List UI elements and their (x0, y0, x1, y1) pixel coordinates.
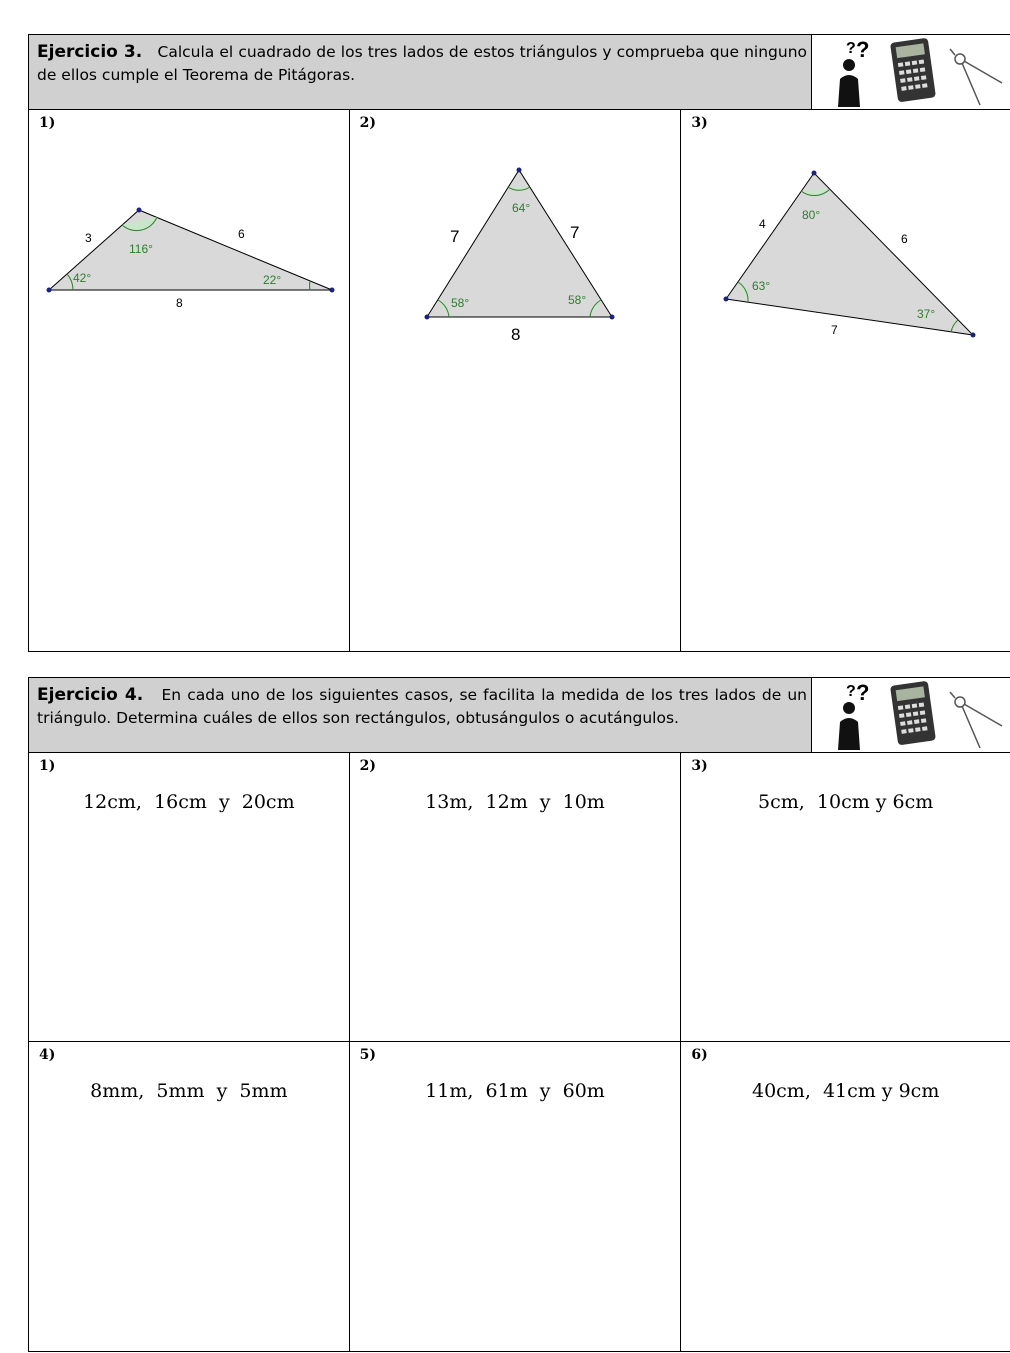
side-label: 6 (901, 232, 909, 246)
angle-label: 64° (511, 201, 530, 215)
thinking-person-icon (838, 37, 869, 107)
svg-text:?: ? (856, 680, 870, 705)
angle-label: 22° (263, 273, 282, 287)
side-label: 8 (176, 296, 183, 310)
side-label: 7 (569, 223, 580, 242)
side-label: 7 (449, 227, 460, 246)
exercise-4-icons (811, 678, 1010, 752)
exercise-4 (28, 677, 1010, 1352)
exercise-3-instructions (37, 41, 807, 87)
exercise-4-cell-5 (350, 1042, 682, 1351)
angle-label: 116° (129, 242, 153, 256)
triangle-sides-text: 40cm, 41cm y 9cm (751, 1080, 940, 1102)
exercise-4-text: En cada uno de los siguientes casos, se facilita la medida de los tres lados de un triángulo. Determina cuáles de ellos son rectángulos, obtusángulos o acutángulos. (37, 686, 807, 727)
svg-text:?: ? (846, 683, 856, 700)
exercise-4-row-2 (29, 1042, 1010, 1352)
item-number: 5) (359, 1047, 377, 1063)
side-label: 3 (85, 231, 92, 245)
triangle-1-diagram (29, 110, 350, 651)
item-number: 1) (39, 115, 56, 131)
compass-icon (950, 692, 1002, 748)
exercise-3-cell-3 (681, 110, 1010, 651)
exercise-3-row (29, 110, 1010, 652)
exercise-4-cell-1 (29, 753, 350, 1041)
exercise-3 (28, 34, 1010, 652)
calculator-icon (890, 681, 936, 746)
angle-label: 58° (450, 296, 469, 310)
triangle-sides-text: 8mm, 5mm y 5mm (90, 1080, 288, 1102)
exercise-3-header (29, 35, 1010, 110)
thinking-person-icon (838, 680, 869, 750)
side-label: 8 (510, 325, 521, 344)
exercise-4-header (29, 678, 1010, 753)
item-number: 1) (39, 758, 56, 774)
item-number: 4) (39, 1047, 56, 1063)
triangle-sides-text: 11m, 61m y 60m (425, 1080, 605, 1102)
triangle-sides-text: 12cm, 16cm y 20cm (83, 791, 295, 813)
item-number: 3) (691, 758, 708, 774)
exercise-3-text: Calcula el cuadrado de los tres lados de estos triángulos y comprueba que ninguno de ellos cumple el Teorema de Pitágoras. (37, 43, 807, 84)
triangle-sides-text: 5cm, 10cm y 6cm (758, 791, 934, 813)
angle-label: 42° (73, 271, 92, 285)
triangle-sides-text: 13m, 12m y 10m (425, 791, 605, 813)
angle-label: 63° (752, 279, 771, 293)
exercise-4-cell-4 (29, 1042, 350, 1351)
side-label: 7 (831, 323, 839, 337)
triangle-3-diagram (681, 110, 1010, 651)
angle-label: 37° (917, 307, 936, 321)
svg-text:?: ? (846, 40, 856, 57)
exercise-4-row-1 (29, 753, 1010, 1042)
exercise-3-cell-2 (350, 110, 682, 651)
exercise-4-cell-3 (681, 753, 1010, 1041)
compass-icon (950, 49, 1002, 105)
side-label: 6 (238, 227, 245, 241)
exercise-3-cell-1 (29, 110, 350, 651)
angle-label: 80° (802, 208, 821, 222)
item-number: 2) (359, 115, 377, 131)
exercise-4-cell-6 (681, 1042, 1010, 1351)
exercise-3-title: Ejercicio 3. (37, 42, 143, 62)
exercise-4-cell-2 (350, 753, 682, 1041)
calculator-icon (890, 38, 936, 103)
exercise-3-icons (811, 35, 1010, 109)
exercise-4-instructions (37, 684, 807, 730)
item-number: 6) (691, 1047, 708, 1063)
item-number: 3) (691, 115, 708, 131)
exercise-4-title: Ejercicio 4. (37, 685, 144, 705)
item-number: 2) (359, 758, 377, 774)
angle-label: 58° (567, 293, 586, 307)
svg-text:?: ? (856, 37, 870, 62)
triangle-2-diagram (350, 110, 682, 651)
side-label: 4 (759, 217, 767, 231)
